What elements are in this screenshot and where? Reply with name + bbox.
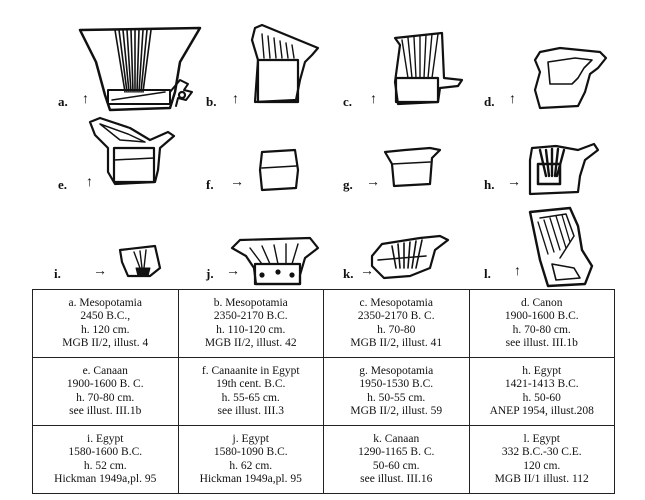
caption-date: 2350-2170 B. C. — [357, 310, 435, 322]
figure-letter-h: h. — [484, 177, 495, 192]
table-row — [33, 358, 615, 426]
figure-letter-g: g. — [343, 177, 353, 192]
caption-cell-c — [324, 290, 470, 358]
table-row — [33, 426, 615, 494]
caption-date: 2450 B.C., — [80, 310, 131, 322]
caption-title: d. Canon — [520, 296, 563, 309]
caption-cell-d — [469, 290, 615, 358]
caption-height: h. 70-80 cm. — [512, 323, 571, 336]
caption-title: c. Mesopotamia — [359, 296, 433, 309]
drawing-h — [530, 144, 598, 194]
caption-cell-a — [33, 290, 179, 358]
caption-table — [32, 289, 615, 494]
arrow-up-icon: ↑ — [514, 264, 521, 279]
figure-letter-b: b. — [206, 94, 217, 109]
caption-cell-l — [469, 426, 615, 494]
caption-date: 1580-1600 B.C. — [68, 446, 143, 458]
drawing-k — [372, 236, 448, 278]
drawing-b — [252, 25, 318, 102]
caption-height: h. 62 cm. — [229, 459, 273, 472]
caption-source: see illust. III.1b — [69, 405, 142, 417]
arrow-up-icon: ↑ — [232, 92, 239, 107]
caption-title: b. Mesopotamia — [213, 296, 288, 309]
table-row — [33, 290, 615, 358]
caption-source: Hickman 1949a,pl. 95 — [54, 473, 157, 485]
caption-height: 120 cm. — [523, 459, 561, 472]
caption-source: see illust. III.3 — [217, 405, 284, 417]
figure-letter-f: f. — [206, 177, 214, 192]
caption-date: 1900-1600 B.C. — [504, 310, 579, 322]
caption-source: Hickman 1949a,pl. 95 — [199, 473, 302, 485]
caption-cell-g — [324, 358, 470, 426]
caption-cell-j — [178, 426, 324, 494]
arrow-right-icon: → — [230, 175, 244, 190]
caption-cell-h — [469, 358, 615, 426]
caption-height: h. 70-80 cm. — [76, 391, 135, 404]
caption-source: MGB II/2, illust. 59 — [350, 405, 443, 417]
drawing-l — [530, 208, 592, 286]
caption-height: h. 120 cm. — [80, 323, 130, 336]
caption-date: 332 B.C.-30 C.E. — [501, 446, 582, 458]
drawing-c — [395, 33, 462, 104]
drawing-a — [80, 28, 200, 110]
arrow-right-icon: → — [360, 264, 374, 279]
caption-title: j. Egypt — [232, 432, 269, 445]
figure-letter-d: d. — [484, 94, 495, 109]
figure-letter-c: c. — [343, 94, 353, 109]
caption-cell-b — [178, 290, 324, 358]
caption-source: MGB II/2, illust. 4 — [62, 337, 149, 349]
caption-source: MGB II/2, illust. 41 — [350, 337, 443, 349]
drawing-j — [232, 238, 318, 284]
arrow-up-icon: ↑ — [370, 92, 377, 107]
figure-letter-k: k. — [343, 266, 354, 281]
caption-height: h. 52 cm. — [83, 459, 127, 472]
caption-title: g. Mesopotamia — [359, 364, 434, 377]
figure-letter-a: a. — [58, 94, 68, 109]
caption-title: i. Egypt — [87, 432, 124, 445]
caption-title: e. Canaan — [82, 364, 128, 377]
caption-date: 1950-1530 B.C. — [359, 378, 434, 390]
arrow-up-icon: ↑ — [509, 92, 516, 107]
caption-cell-i — [33, 426, 179, 494]
arrow-up-icon: ↑ — [86, 175, 93, 190]
caption-cell-k — [324, 426, 470, 494]
caption-height: h. 55-65 cm. — [221, 391, 280, 404]
caption-date: 19th cent. B.C. — [216, 378, 286, 390]
caption-source: see illust. III.16 — [360, 473, 433, 485]
caption-date: 1290-1165 B. C. — [358, 446, 435, 458]
arrow-right-icon: → — [226, 264, 240, 279]
caption-title: a. Mesopotamia — [68, 296, 142, 309]
drawing-e — [90, 118, 174, 184]
caption-height: h. 50-60 — [522, 391, 561, 404]
caption-title: h. Egypt — [522, 364, 562, 377]
caption-source: ANEP 1954, illust.208 — [489, 405, 594, 417]
caption-height: h. 50-55 cm. — [367, 391, 426, 404]
figure-letter-e: e. — [58, 177, 68, 192]
caption-source: MGB II/2, illust. 42 — [204, 337, 297, 349]
caption-height: h. 70-80 — [377, 323, 416, 336]
drawing-i — [120, 246, 160, 276]
caption-date: 1580-1090 B.C. — [213, 446, 288, 458]
caption-source: MGB II/1 illust. 112 — [494, 473, 589, 485]
figure-letter-j: j. — [206, 266, 214, 281]
drawing-d — [535, 48, 606, 108]
caption-cell-f — [178, 358, 324, 426]
drawing-g — [385, 148, 440, 186]
caption-title: l. Egypt — [523, 432, 560, 445]
caption-date: 2350-2170 B.C. — [213, 310, 288, 322]
drawing-f — [260, 150, 298, 190]
figure-letter-i: i. — [54, 266, 61, 281]
caption-date: 1421-1413 B.C. — [504, 378, 579, 390]
caption-height: h. 110-120 cm. — [216, 323, 286, 336]
caption-title: k. Canaan — [373, 432, 420, 445]
arrow-right-icon: → — [507, 175, 521, 190]
caption-cell-e — [33, 358, 179, 426]
arrow-right-icon: → — [93, 264, 107, 279]
caption-date: 1900-1600 B. C. — [66, 378, 144, 390]
figure-letter-l: l. — [484, 266, 491, 281]
caption-height: 50-60 cm. — [372, 459, 420, 472]
caption-title: f. Canaanite in Egypt — [201, 364, 300, 377]
caption-source: see illust. III.1b — [505, 337, 578, 349]
arrow-right-icon: → — [366, 175, 380, 190]
arrow-up-icon: ↑ — [82, 92, 89, 107]
